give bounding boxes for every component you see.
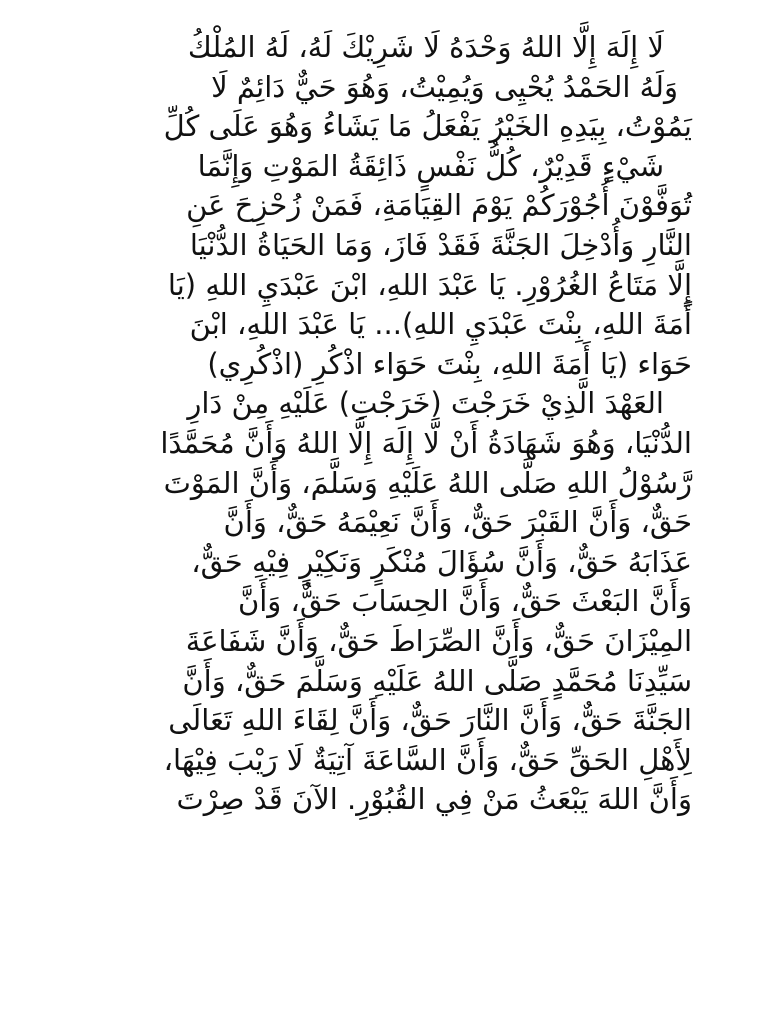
text-line-7: إِلَّا مَتَاعُ الغُرُوْرِ. يَا عَبْدَ اللهِ، ابْنَ عَبْدَيِ اللهِ (يَا: [167, 267, 692, 302]
text-line-5: تُوَفَّوْنَ أُجُوْرَكُمْ يَوْمَ القِيَامَةِ، فَمَنْ زُحْزِحَ عَنِ: [186, 188, 692, 223]
text-line-17: سَيِّدِنَا مُحَمَّدٍ صَلَّى اللهُ عَلَيْهِ وَسَلَّمَ حَقٌّ، وَأَنَّ: [182, 663, 692, 698]
text-line-9: حَوَاء (يَا أَمَةَ اللهِ، بِنْتَ حَوَاء اذْكُرِ (اذْكُرِي): [207, 346, 692, 381]
text-line-3: يَمُوْتُ، بِيَدِهِ الخَيْرُ يَفْعَلُ مَا يَشَاءُ وَهُوَ عَلَى كُلِّ: [163, 109, 692, 144]
text-line-15: وَأَنَّ البَعْثَ حَقٌّ، وَأَنَّ الحِسَابَ حَقٌّ، وَأَنَّ: [237, 584, 692, 619]
text-line-6: النَّارِ وَأُدْخِلَ الجَنَّةَ فَقَدْ فَازَ، وَمَا الحَيَاةُ الدُّنْيَا: [189, 227, 692, 262]
text-line-2: وَلَهُ الحَمْدُ يُحْيِى وَيُمِيْتُ، وَهُوَ حَيٌّ دَائِمٌ لَا: [211, 69, 678, 104]
text-line-18: الجَنَّةَ حَقٌّ، وَأَنَّ النَّارَ حَقٌّ، وَأَنَّ لِقَاءَ اللهِ تَعَالَى: [168, 703, 692, 738]
talqin-text-block: [86, 28, 692, 820]
text-line-14: عَذَابَهُ حَقٌّ، وَأَنَّ سُؤَالَ مُنْكَرٍ وَنَكِيْرٍ فِيْهِ حَقٌّ،: [191, 544, 692, 579]
text-line-8: أَمَةَ اللهِ، بِنْتَ عَبْدَيِ اللهِ)... يَا عَبْدَ اللهِ، ابْنَ: [189, 307, 692, 342]
text-line-20: وَأَنَّ اللهَ يَبْعَثُ مَنْ فِي القُبُوْرِ. الآنَ قَدْ صِرْتَ: [176, 782, 692, 817]
text-line-13: حَقٌّ، وَأَنَّ القَبْرَ حَقٌّ، وَأَنَّ نَعِيْمَهُ حَقٌّ، وَأَنَّ: [223, 505, 692, 540]
text-line-16: المِيْزَانَ حَقٌّ، وَأَنَّ الصِّرَاطَ حَقٌّ، وَأَنَّ شَفَاعَةَ: [185, 623, 692, 658]
text-line-11: الدُّنْيَا، وَهُوَ شَهَادَةُ أَنْ لَّا إِلَهَ إِلَّا اللهُ وَأَنَّ مُحَمَّدًا: [160, 425, 692, 460]
text-line-1: لَا إِلَهَ إِلَّا اللهُ وَحْدَهُ لَا شَرِيْكَ لَهُ، لَهُ المُلْكُ: [187, 30, 664, 64]
text-line-4: شَيْءٍ قَدِيْرٌ، كُلُّ نَفْسٍ ذَائِقَةُ المَوْتِ وَإِنَّمَا: [197, 148, 664, 183]
text-line-19: لِأَهْلِ الحَقِّ حَقٌّ، وَأَنَّ السَّاعَةَ آتِيَةٌ لَا رَيْبَ فِيْهَا،: [163, 742, 692, 777]
text-line-10: العَهْدَ الَّذِيْ خَرَجْتَ (خَرَجْتِ) عَلَيْهِ مِنْ دَارِ: [187, 386, 664, 421]
text-line-12: رَّسُوْلُ اللهِ صَلَّى اللهُ عَلَيْهِ وَسَلَّمَ، وَأَنَّ المَوْتَ: [163, 465, 692, 500]
